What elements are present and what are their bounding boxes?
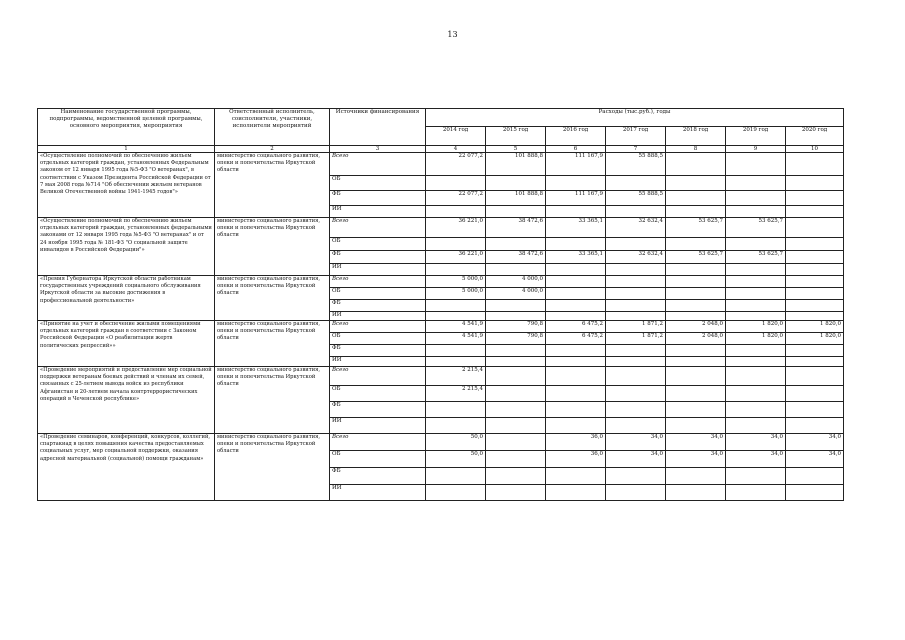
funding-source: ОБ	[330, 238, 426, 251]
expense-value	[426, 264, 486, 276]
funding-source: ОБ	[330, 451, 426, 468]
expense-value	[546, 176, 606, 191]
table-row	[38, 434, 844, 451]
expense-value	[726, 153, 786, 176]
expense-value	[786, 251, 844, 264]
activity-name: «Принятие на учет и обеспечение жилыми помещениями отдельных категорий граждан в соответствии с Законом Российской Федерации «О реабилитации жертв политических репрессий»»	[38, 321, 215, 367]
expense-value	[606, 176, 666, 191]
expense-value	[666, 312, 726, 321]
column-number: 10	[786, 146, 844, 153]
activity-name: «Осуществление полномочий по обеспечению жильем отдельных категорий граждан, установленных федеральными законами от 12 января 1995 года №5-ФЗ "О ветеранах" и от 24 ноября 1995 года № 181-ФЗ "О социальной защите инвалидов в Российской Федерации"»	[38, 218, 215, 276]
expense-value	[666, 276, 726, 288]
expense-value	[486, 357, 546, 367]
expense-value	[546, 238, 606, 251]
expense-value: 111 167,9	[546, 153, 606, 176]
expense-value	[786, 176, 844, 191]
expense-value	[486, 418, 546, 434]
expense-value	[666, 191, 726, 206]
expense-value	[666, 264, 726, 276]
header-year: 2017 год	[606, 127, 666, 146]
expense-value	[666, 153, 726, 176]
expense-value	[606, 300, 666, 312]
expense-value	[486, 402, 546, 418]
column-number: 2	[215, 146, 330, 153]
expense-value: 2 048,0	[666, 333, 726, 345]
expense-value	[606, 468, 666, 485]
table-row	[38, 153, 844, 176]
budget-table	[37, 108, 844, 501]
expense-value	[726, 238, 786, 251]
expense-value	[546, 300, 606, 312]
expense-value	[666, 300, 726, 312]
expense-value: 790,8	[486, 333, 546, 345]
expense-value	[426, 485, 486, 501]
expense-value	[486, 367, 546, 386]
activity-name: «Проведение семинаров, конференций, конкурсов, коллегий, спартакиад в целях повышения качества предоставляемых социальных услуг, мер социальной поддержки, оказания адресной материальной (социальной) помощи гражданам»	[38, 434, 215, 501]
table-row	[38, 276, 844, 288]
expense-value	[726, 402, 786, 418]
funding-source: Всего	[330, 218, 426, 238]
expense-value	[666, 402, 726, 418]
expense-value	[786, 468, 844, 485]
header-year: 2019 год	[726, 127, 786, 146]
expense-value	[666, 288, 726, 300]
expense-value	[486, 451, 546, 468]
expense-value	[606, 386, 666, 402]
expense-value	[726, 367, 786, 386]
expense-value	[486, 176, 546, 191]
activity-executor: министерство социального развития, опеки и попечительства Иркутской области	[215, 367, 330, 434]
expense-value: 101 888,8	[486, 191, 546, 206]
expense-value	[546, 402, 606, 418]
activity-name: «Проведение мероприятий и предоставление мер социальной поддержки ветеранам боевых действий и членам их семей, связанных с 25-летием вывода войск из республики Афганистан и 20-летием начала контртеррористических операций в Чеченской республике»	[38, 367, 215, 434]
expense-value	[486, 312, 546, 321]
expense-value: 2 215,4	[426, 367, 486, 386]
expense-value	[726, 418, 786, 434]
expense-value: 22 077,2	[426, 153, 486, 176]
expense-value: 4 541,9	[426, 321, 486, 333]
expense-value	[486, 434, 546, 451]
expense-value	[546, 264, 606, 276]
expense-value: 53 625,7	[666, 218, 726, 238]
column-number: 9	[726, 146, 786, 153]
expense-value	[786, 402, 844, 418]
expense-value	[786, 345, 844, 357]
expense-value	[606, 345, 666, 357]
expense-value: 4 000,0	[486, 288, 546, 300]
expense-value: 111 167,9	[546, 191, 606, 206]
expense-value	[606, 238, 666, 251]
expense-value	[666, 357, 726, 367]
expense-value	[666, 238, 726, 251]
expense-value	[726, 468, 786, 485]
expense-value	[726, 176, 786, 191]
expense-value	[606, 288, 666, 300]
funding-source: ФБ	[330, 468, 426, 485]
expense-value	[606, 276, 666, 288]
expense-value	[786, 288, 844, 300]
expense-value	[546, 386, 606, 402]
expense-value: 1 820,0	[786, 321, 844, 333]
column-number: 3	[330, 146, 426, 153]
expense-value: 55 888,5	[606, 191, 666, 206]
column-number: 4	[426, 146, 486, 153]
funding-source: Всего	[330, 434, 426, 451]
funding-source: ОБ	[330, 288, 426, 300]
activity-executor: министерство социального развития, опеки и попечительства Иркутской области	[215, 153, 330, 218]
funding-source: ИИ	[330, 206, 426, 218]
expense-value	[666, 206, 726, 218]
expense-value	[546, 312, 606, 321]
expense-value: 38 472,6	[486, 251, 546, 264]
expense-value: 34,0	[666, 451, 726, 468]
expense-value: 4 000,0	[486, 276, 546, 288]
expense-value	[726, 206, 786, 218]
expense-value	[606, 485, 666, 501]
expense-value: 1 820,0	[786, 333, 844, 345]
expense-value	[426, 402, 486, 418]
expense-value	[546, 357, 606, 367]
funding-source: ИИ	[330, 418, 426, 434]
funding-source: Всего	[330, 153, 426, 176]
expense-value: 5 000,0	[426, 276, 486, 288]
funding-source: ИИ	[330, 485, 426, 501]
column-number: 5	[486, 146, 546, 153]
expense-value	[606, 367, 666, 386]
expense-value	[786, 276, 844, 288]
expense-value	[426, 418, 486, 434]
funding-source: ФБ	[330, 345, 426, 357]
funding-source: ФБ	[330, 251, 426, 264]
expense-value	[666, 485, 726, 501]
expense-value	[486, 206, 546, 218]
expense-value: 32 632,4	[606, 251, 666, 264]
funding-source: Всего	[330, 276, 426, 288]
expense-value: 34,0	[666, 434, 726, 451]
expense-value: 6 475,2	[546, 321, 606, 333]
expense-value: 34,0	[726, 434, 786, 451]
expense-value	[786, 300, 844, 312]
expense-value	[426, 238, 486, 251]
expense-value	[426, 300, 486, 312]
expense-value	[546, 345, 606, 357]
expense-value	[486, 468, 546, 485]
expense-value	[606, 206, 666, 218]
expense-value: 53 625,7	[726, 218, 786, 238]
expense-value	[666, 468, 726, 485]
expense-value	[726, 485, 786, 501]
expense-value	[786, 153, 844, 176]
header-expenses: Расходы (тыс.руб.), годы	[426, 109, 844, 127]
table-row	[38, 218, 844, 238]
expense-value: 1 871,2	[606, 321, 666, 333]
funding-source: ОБ	[330, 176, 426, 191]
expense-value: 50,0	[426, 434, 486, 451]
activity-name: «Осуществление полномочий по обеспечению жильем отдельных категорий граждан, установленных Федеральным законом от 12 января 1995 года №5-ФЗ "О ветеранах", в соответствии с Указом Президента Российской Федерации от 7 мая 2008 года №714 "Об обеспечении жильем ветеранов Великой Отечественной войны 1941-1945 годов"»	[38, 153, 215, 218]
expense-value	[426, 357, 486, 367]
expense-value	[786, 386, 844, 402]
expense-value: 5 000,0	[426, 288, 486, 300]
expense-value	[486, 264, 546, 276]
expense-value: 4 541,9	[426, 333, 486, 345]
expense-value: 38 472,6	[486, 218, 546, 238]
activity-name: «Премия Губернатора Иркутской области работникам государственных учреждений социального обслуживания Иркутской области за высокие достижения в профессиональной деятельности»	[38, 276, 215, 321]
expense-value	[546, 485, 606, 501]
header-year: 2020 год	[786, 127, 844, 146]
expense-value: 53 625,7	[726, 251, 786, 264]
expense-value	[786, 218, 844, 238]
expense-value	[666, 176, 726, 191]
expense-value	[726, 191, 786, 206]
funding-source: ОБ	[330, 333, 426, 345]
column-number: 1	[38, 146, 215, 153]
expense-value	[426, 312, 486, 321]
expense-value	[546, 288, 606, 300]
expense-value: 36,0	[546, 434, 606, 451]
expense-value	[726, 345, 786, 357]
expense-value	[786, 206, 844, 218]
expense-value: 2 048,0	[666, 321, 726, 333]
expense-value	[426, 176, 486, 191]
expense-value: 34,0	[606, 451, 666, 468]
column-number: 7	[606, 146, 666, 153]
table-row	[38, 321, 844, 333]
expense-value	[726, 386, 786, 402]
expense-value: 34,0	[786, 434, 844, 451]
expense-value: 2 215,4	[426, 386, 486, 402]
expense-value	[546, 468, 606, 485]
expense-value	[426, 206, 486, 218]
activity-executor: министерство социального развития, опеки и попечительства Иркутской области	[215, 218, 330, 276]
header-executor: Ответственный исполнитель, соисполнители, участники, исполнители мероприятий	[215, 109, 330, 146]
expense-value	[546, 206, 606, 218]
funding-source: ФБ	[330, 191, 426, 206]
expense-value	[786, 191, 844, 206]
expense-value: 34,0	[726, 451, 786, 468]
column-number: 6	[546, 146, 606, 153]
expense-value	[726, 300, 786, 312]
expense-value: 36 221,0	[426, 218, 486, 238]
expense-value: 790,8	[486, 321, 546, 333]
expense-value: 22 077,2	[426, 191, 486, 206]
expense-value	[606, 264, 666, 276]
expense-value	[426, 468, 486, 485]
expense-value	[786, 367, 844, 386]
expense-value: 36 221,0	[426, 251, 486, 264]
expense-value	[666, 386, 726, 402]
expense-value	[786, 264, 844, 276]
header-year: 2016 год	[546, 127, 606, 146]
table-row	[38, 367, 844, 386]
header-name: Наименование государственной программы, подпрограммы, ведомственной целевой программы, основного мероприятия, мероприятия	[38, 109, 215, 146]
expense-value: 53 625,7	[666, 251, 726, 264]
expense-value: 1 820,0	[726, 333, 786, 345]
expense-value: 1 871,2	[606, 333, 666, 345]
expense-value: 32 632,4	[606, 218, 666, 238]
funding-source: ФБ	[330, 402, 426, 418]
expense-value	[786, 312, 844, 321]
expense-value: 50,0	[426, 451, 486, 468]
expense-value	[606, 402, 666, 418]
expense-value	[426, 345, 486, 357]
column-number: 8	[666, 146, 726, 153]
funding-source: Всего	[330, 321, 426, 333]
expense-value	[726, 264, 786, 276]
expense-value	[546, 276, 606, 288]
page-number: 13	[447, 30, 458, 39]
header-year: 2015 год	[486, 127, 546, 146]
expense-value: 34,0	[786, 451, 844, 468]
header-year: 2018 год	[666, 127, 726, 146]
expense-value	[606, 418, 666, 434]
expense-value: 34,0	[606, 434, 666, 451]
expense-value	[606, 312, 666, 321]
expense-value	[486, 386, 546, 402]
expense-value	[786, 357, 844, 367]
funding-source: ОБ	[330, 386, 426, 402]
activity-executor: министерство социального развития, опеки и попечительства Иркутской области	[215, 321, 330, 367]
expense-value	[486, 238, 546, 251]
expense-value	[726, 276, 786, 288]
expense-value: 55 888,5	[606, 153, 666, 176]
expense-value: 33 365,1	[546, 218, 606, 238]
expense-value	[486, 345, 546, 357]
expense-value	[546, 367, 606, 386]
funding-source: ИИ	[330, 357, 426, 367]
expense-value: 33 365,1	[546, 251, 606, 264]
funding-source: ФБ	[330, 300, 426, 312]
activity-executor: министерство социального развития, опеки и попечительства Иркутской области	[215, 276, 330, 321]
expense-value	[666, 367, 726, 386]
expense-value	[726, 312, 786, 321]
header-year: 2014 год	[426, 127, 486, 146]
expense-value	[486, 485, 546, 501]
expense-value	[726, 357, 786, 367]
activity-executor: министерство социального развития, опеки и попечительства Иркутской области	[215, 434, 330, 501]
funding-source: ИИ	[330, 264, 426, 276]
expense-value	[786, 418, 844, 434]
expense-value: 1 820,0	[726, 321, 786, 333]
expense-value	[486, 300, 546, 312]
header-source: Источники финансирования	[330, 109, 426, 146]
expense-value: 36,0	[546, 451, 606, 468]
expense-value	[726, 288, 786, 300]
funding-source: Всего	[330, 367, 426, 386]
expense-value: 101 888,8	[486, 153, 546, 176]
table-body	[38, 153, 844, 501]
expense-value	[666, 345, 726, 357]
expense-value	[666, 418, 726, 434]
expense-value: 6 475,2	[546, 333, 606, 345]
expense-value	[786, 238, 844, 251]
expense-value	[546, 418, 606, 434]
expense-value	[606, 357, 666, 367]
funding-source: ИИ	[330, 312, 426, 321]
expense-value	[786, 485, 844, 501]
